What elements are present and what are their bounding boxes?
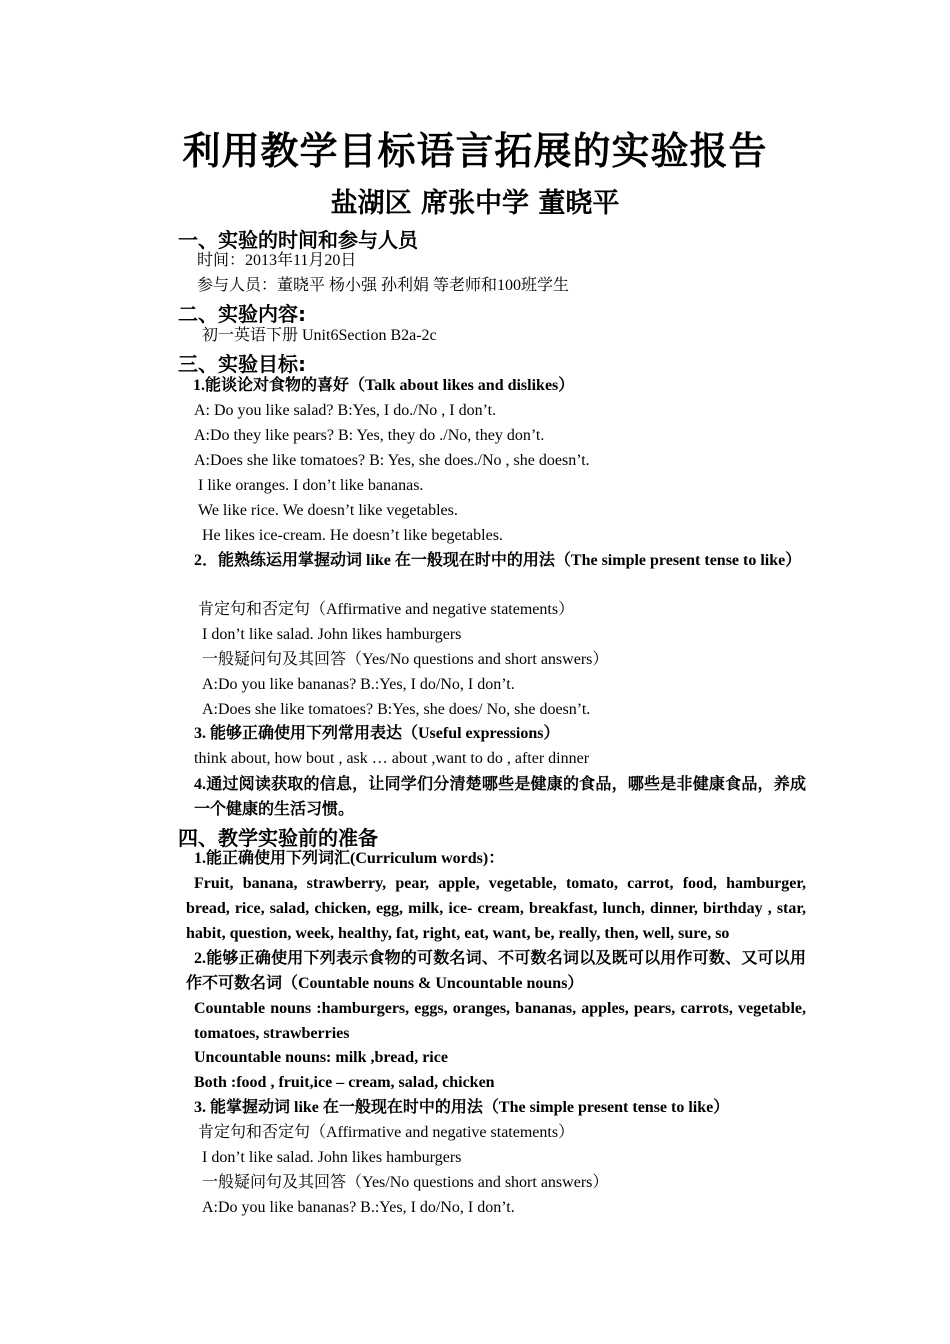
goal-1-line: He likes ice-cream. He doesn’t like begetables. [202,527,503,544]
goal-3-title: 3. 能够正确使用下列常用表达（Useful expressions） [194,725,560,742]
section-2-heading: 二、实验内容: [178,302,306,326]
prep-3-title: 3. 能掌握动词 like 在一般现在时中的用法（The simple present tense to like） [194,1099,730,1116]
goal-2-line: A:Does she like tomatoes? B:Yes, she does/ No, she doesn’t. [202,701,591,718]
experiment-time: 时间：2013年11月20日 [197,252,357,269]
prep-1-title: 1.能正确使用下列词汇(Curriculum words)： [194,850,505,867]
goal-2-line: 肯定句和否定句（Affirmative and negative statements） [198,601,575,618]
prep-3-line: 一般疑问句及其回答（Yes/No questions and short answers） [202,1174,609,1191]
prep-3-line: A:Do you like bananas? B.:Yes, I do/No, I don’t. [202,1199,515,1216]
goal-2-line: 一般疑问句及其回答（Yes/No questions and short answers） [202,651,609,668]
goal-4-title: 4.通过阅读获取的信息，让同学们分清楚哪些是健康的食品，哪些是非健康食品，养成一个健康的生活习惯。 [194,776,806,818]
goal-2-title: 2．能熟练运用掌握动词 like 在一般现在时中的用法（The simple present tense to like） [194,552,802,569]
section-4-heading: 四、教学实验前的准备 [178,826,378,850]
section-3-heading: 三、实验目标: [178,352,306,376]
goal-2-line: I don’t like salad. John likes hamburgers [202,626,462,643]
goal-1-line: I like oranges. I don’t like bananas. [198,477,424,494]
both-nouns: Both :food , fruit,ice – cream, salad, chicken [194,1074,495,1091]
goal-2-line: A:Do you like bananas? B.:Yes, I do/No, I don’t. [202,676,515,693]
page-title: 利用教学目标语言拓展的实验报告 [182,129,768,173]
author-line: 盐湖区 席张中学 董晓平 [330,188,620,219]
goal-1-line: A:Does she like tomatoes? B: Yes, she does./No , she doesn’t. [194,452,590,469]
goal-1-line: We like rice. We doesn’t like vegetables. [198,502,458,519]
section-1-heading: 一、实验的时间和参与人员 [178,228,418,252]
goal-1-line: A:Do they like pears? B: Yes, they do ./No, they don’t. [194,427,545,444]
goal-1-title: 1.能谈论对食物的喜好（Talk about likes and dislikes） [193,377,575,394]
countable-nouns: Countable nouns :hamburgers, eggs, oranges, bananas, apples, pears, carrots, vegetable, tomatoes, strawberries [194,1000,806,1042]
curriculum-words: Fruit, banana, strawberry, pear, apple, vegetable, tomato, carrot, food, hamburger, bread, rice, salad, chicken, egg, milk, ice- cream, breakfast, lunch, dinner, birthday , star, habit, question, week, healthy, fat, right, eat, want, be, really, then, well, sure, so [186,875,806,942]
participants: 参与人员：董晓平 杨小强 孙利娟 等老师和100班学生 [197,277,570,294]
goal-3-line: think about, how bout , ask … about ,want to do , after dinner [194,750,590,767]
prep-3-line: 肯定句和否定句（Affirmative and negative statements） [198,1124,575,1141]
prep-3-line: I don’t like salad. John likes hamburgers [202,1149,462,1166]
uncountable-nouns: Uncountable nouns: milk ,bread, rice [194,1049,448,1066]
experiment-content: 初一英语下册 Unit6Section B2a-2c [202,327,437,344]
goal-1-line: A: Do you like salad? B:Yes, I do./No , I don’t. [194,402,497,419]
prep-2-title: 2.能够正确使用下列表示食物的可数名词、不可数名词以及既可以用作可数、又可以用作不可数名词（Countable nouns & Uncountable nouns） [186,950,806,992]
